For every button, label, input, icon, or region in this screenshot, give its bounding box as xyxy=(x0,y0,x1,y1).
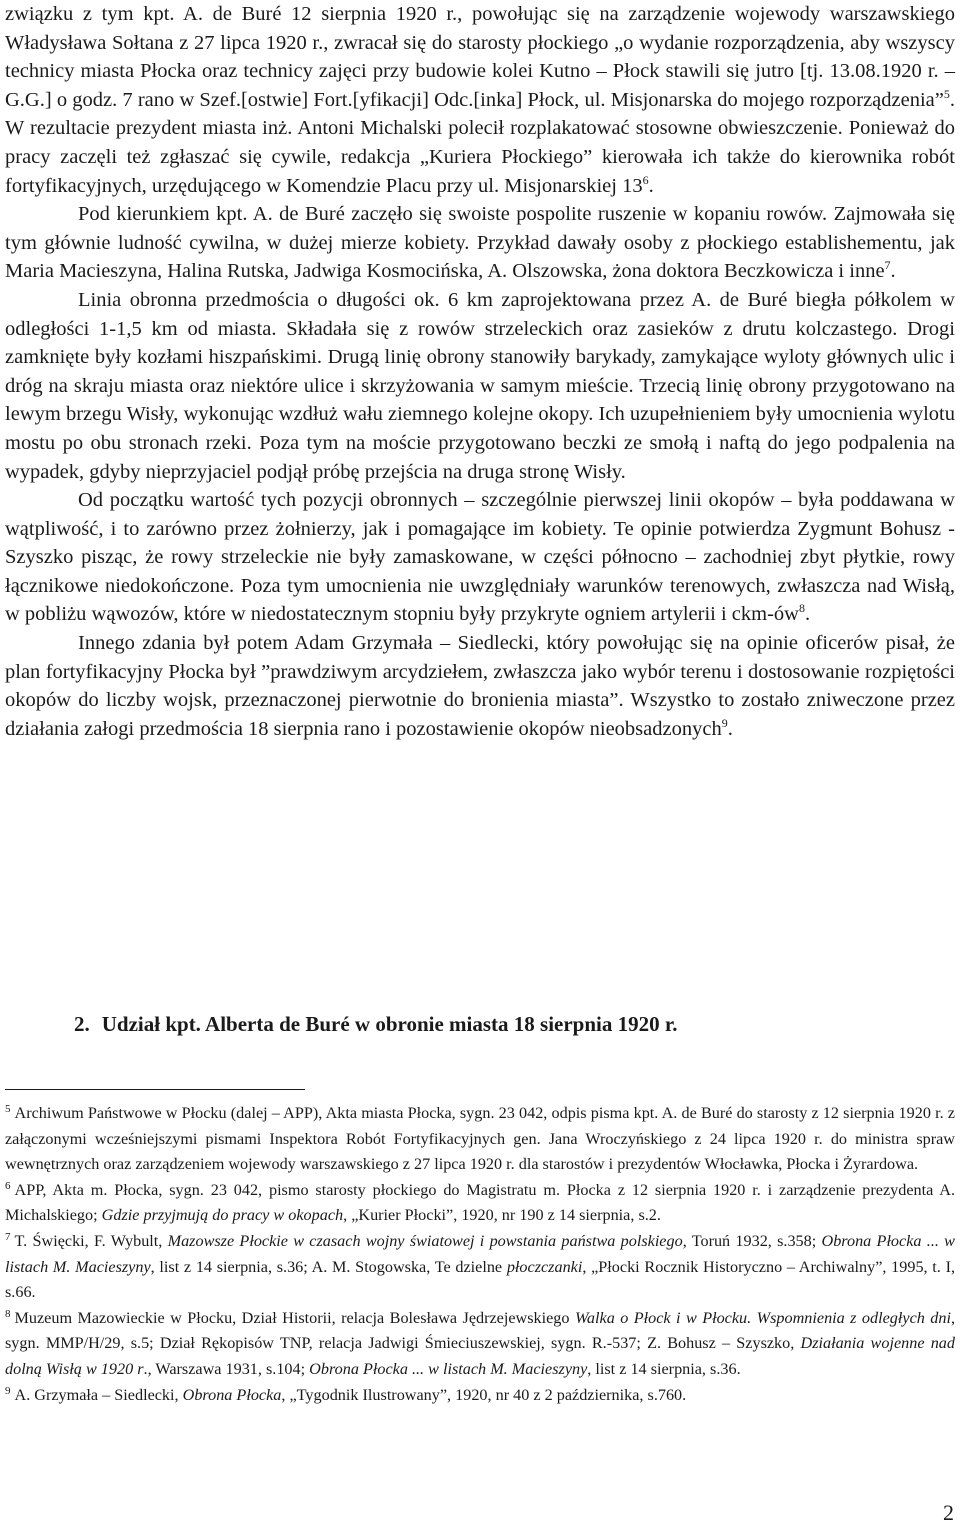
paragraph-text: związku z tym kpt. A. de Buré 12 sierpnia 1920 r., powołując się na zarządzenie wojewody warszawskiego Władysława Sołtana z 27 lipca 1920 r., zwracał się do starosty płockiego „o wydanie rozporządzenia, aby wszyscy technicy miasta Płocka oraz technicy zajęci przy budowie kolei Kutno – Płock stawili się jutro [tj. 13.08.1920 r. – G.G.] o godz. 7 rano w Szef.[ostwie] Fort.[yfikacji] Odc.[inka] Płock, ul. Misjonarska do mojego rozporządzenia” xyxy=(5,3,955,111)
footnote-text: , list z 14 sierpnia, s.36. xyxy=(587,1359,741,1378)
body-paragraph xyxy=(5,486,955,629)
footnote-text: A. Grzymała – Siedlecki, xyxy=(14,1385,183,1404)
footnotes xyxy=(5,1101,955,1408)
footnote-text: ., Warszawa 1931, s.104; xyxy=(143,1359,310,1378)
footnote-reference[interactable]: 8 xyxy=(799,601,805,616)
footnote-text: T. Święcki, F. Wybult, xyxy=(14,1231,168,1250)
body-paragraph xyxy=(5,200,955,286)
footnote-title: Gdzie przyjmują do pracy w okopach xyxy=(101,1206,344,1225)
footnote-text: , sygn. MMP/H/29, s.5; Dział Rękopisów TNP, relacja Jadwigi Śmieciuszewskiej, sygn. R.-537; Z. Bohusz – Szyszko, xyxy=(5,1308,956,1353)
footnote-text: , „Kurier Płocki”, 1920, nr 190 z 14 sierpnia, s.2. xyxy=(343,1206,661,1225)
footnote xyxy=(5,1178,955,1229)
body-paragraph xyxy=(5,0,955,200)
paragraph-text: . xyxy=(648,174,654,197)
paragraph-text: . xyxy=(805,603,811,626)
footnote-title: płoczczanki xyxy=(506,1257,583,1276)
footnote xyxy=(5,1101,955,1178)
paragraph-text: Od początku wartość tych pozycji obronnych – szczególnie pierwszej linii okopów – była poddawana w wątpliwość, i to zarówno przez żołnierzy, jak i pomagające im kobiety. Te opinie potwierdza Zygmunt Bohusz - Szyszko pisząc, że rowy strzeleckie nie były zamaskowane, w części północno – zachodniej zbyt płytkie, rowy łącznikowe niedokończone. Poza tym umocnienia nie uwzględniały warunków terenowych, zwłaszcza nad Wisłą, w pobliżu wąwozów, które w niedostatecznym stopniu były przykryte ogniem artylerii i ckm-ów xyxy=(5,489,955,626)
footnote-title: Obrona Płocka xyxy=(182,1385,282,1404)
footnote-text: Muzeum Mazowieckie w Płocku, Dział Historii, relacja Bolesława Jędrzejewskiego xyxy=(14,1308,575,1327)
section-number: 2. xyxy=(74,1012,90,1036)
paragraph-text: . W rezultacie prezydent miasta inż. Antoni Michalski polecił rozplakatować stosowne obwieszczenie. Ponieważ do pracy zaczęli też zgłaszać się cywile, redakcja „Kuriera Płockiego” kierowała ich także do kierownika robót fortyfikacyjnych, urzędującego w Komendzie Placu przy ul. Misjonarskiej 13 xyxy=(5,88,955,197)
footnote-reference[interactable]: 7 xyxy=(884,258,891,273)
footnote-title: Działania wojenne nad dolną Wisłą w 1920 r xyxy=(5,1334,955,1378)
section-heading xyxy=(74,1012,678,1037)
body-text xyxy=(5,0,955,743)
paragraph-text: . xyxy=(890,260,896,283)
footnote-reference[interactable]: 5 xyxy=(943,86,950,101)
footnote-number: 7 xyxy=(5,1230,11,1243)
footnote-number: 8 xyxy=(5,1307,11,1320)
footnote-text: , „Tygodnik Ilustrowany”, 1920, nr 40 z 2 października, s.760. xyxy=(281,1385,687,1404)
footnote-text: , Toruń 1932, s.358; xyxy=(682,1231,822,1250)
footnote-number: 6 xyxy=(5,1179,11,1192)
footnote-title: Mazowsze Płockie w czasach wojny światowej i powstania państwa polskiego xyxy=(167,1231,683,1250)
body-paragraph xyxy=(5,286,955,486)
footnote-reference[interactable]: 6 xyxy=(642,172,649,187)
page-number: 2 xyxy=(943,1500,954,1525)
paragraph-text: Pod kierunkiem kpt. A. de Buré zaczęło się swoiste pospolite ruszenie w kopaniu rowów. Zajmowała się tym głównie ludność cywilna, w dużej mierze kobiety. Przykład dawały osoby z płockiego establishementu, jak Maria Macieszyna, Halina Rutska, Jadwiga Kosmocińska, A. Olszowska, żona doktora Beczkowicza i inne xyxy=(5,203,955,283)
footnote-separator xyxy=(5,1089,305,1090)
footnote-title: Walka o Płock i w Płocku. Wspomnienia z odległych dni xyxy=(574,1308,951,1327)
footnote xyxy=(5,1229,955,1306)
footnote xyxy=(5,1306,955,1383)
paragraph-text: Innego zdania był potem Adam Grzymała – Siedlecki, który powołując się na opinie oficerów pisał, że plan fortyfikacyjny Płocka był ”prawdziwym arcydziełem, zwłaszcza jako wybór terenu i dostosowanie rozpiętości okopów do liczby wojsk, przeznaczonej pierwotnie do bronienia miasta”. Wszystko to zostało zniweczone przez działania załogi przedmościa 18 sierpnia rano i pozostawienie okopów nieobsadzonych xyxy=(5,632,955,740)
footnote-text: Archiwum Państwowe w Płocku (dalej – APP), Akta miasta Płocka, sygn. 23 042, odpis pisma kpt. A. de Buré do starosty z 12 sierpnia 1920 r. z załączonymi wcześniejszymi pismami Inspektora Robót Fortyfikacyjnych gen. Jana Wroczyńskiego z 24 lipca 1920 r. do ministra spraw wewnętrznych oraz zarządzeniem wojewody warszawskiego z 27 lipca 1920 r. dla starostów i prezydentów Włocławka, Płocka i Żyrardowa. xyxy=(5,1104,955,1174)
section-title: Udział kpt. Alberta de Buré w obronie miasta 18 sierpnia 1920 r. xyxy=(101,1012,678,1036)
paragraph-text: Linia obronna przedmościa o długości ok. 6 km zaprojektowana przez A. de Buré biegła półkolem w odległości 1-1,5 km od miasta. Składała się z rowów strzeleckich oraz zasieków z drutu kolczastego. Drogi zamknięte były kozłami hiszpańskimi. Drugą linię obrony stanowiły barykady, zamykające wyloty głównych ulic i dróg na skraju miasta oraz niektóre ulice i skrzyżowania w samym mieście. Trzecią linię obrony przygotowano na lewym brzegu Wisły, wykonując wzdłuż wału ziemnego kolejne okopy. Ich uzupełnieniem były umocnienia wylotu mostu po obu stronach rzeki. Poza tym na moście przygotowano beczki ze smołą i naftą do jego podpalenia na wypadek, gdyby nieprzyjaciel podjął próbę przejścia na druga stronę Wisły. xyxy=(5,288,955,483)
footnote-text: APP, Akta m. Płocka, sygn. 23 042, pismo starosty płockiego do Magistratu m. Płocka z 12 sierpnia 1920 r. i zarządzenie prezydenta A. Michalskiego; xyxy=(5,1180,955,1225)
footnote-number: 9 xyxy=(5,1384,11,1397)
document-page xyxy=(5,0,955,743)
body-paragraph xyxy=(5,629,955,743)
footnote-reference[interactable]: 9 xyxy=(721,715,728,730)
footnote-title: Obrona Płocka ... w listach M. Macieszyny xyxy=(5,1231,955,1276)
paragraph-text: . xyxy=(727,717,733,740)
footnote-number: 5 xyxy=(5,1103,11,1115)
footnote xyxy=(5,1383,955,1409)
footnote-text: , „Płocki Rocznik Historyczno – Archiwalny”, 1995, t. I, s.66. xyxy=(5,1257,956,1302)
footnote-title: Obrona Płocka ... w listach M. Macieszyny xyxy=(309,1359,588,1378)
footnote-text: , list z 14 sierpnia, s.36; A. M. Stogowska, Te dzielne xyxy=(150,1257,507,1276)
